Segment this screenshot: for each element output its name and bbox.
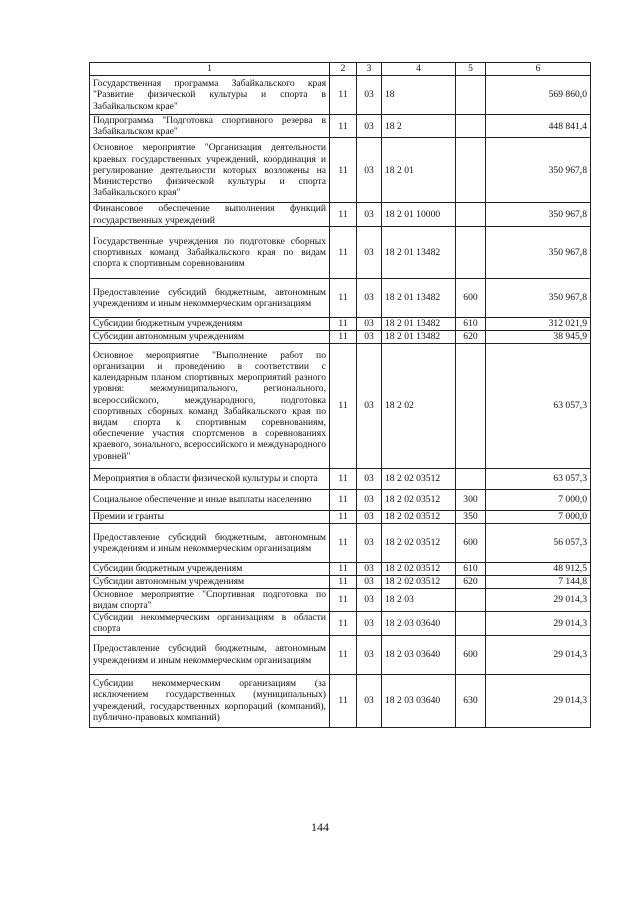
table-row (90, 278, 591, 317)
row-section: 11 (330, 575, 357, 588)
row-name: Государственная программа Забайкальского края "Развитие физической культуры и спорта в Забайкальском крае" (90, 76, 330, 115)
row-target-article: 18 2 03 03640 (382, 674, 456, 727)
column-header-2: 2 (330, 63, 357, 76)
row-target-article: 18 2 02 03512 (382, 523, 456, 562)
table-row (90, 76, 591, 115)
row-name: Предоставление субсидий бюджетным, автономным учреждениям и иным некоммерческим организациям (90, 523, 330, 562)
row-expense-type: 620 (456, 575, 486, 588)
table-row (90, 562, 591, 575)
table-row (90, 330, 591, 343)
row-expense-type (456, 76, 486, 115)
row-amount: 38 945,9 (486, 330, 591, 343)
row-subsection: 03 (357, 76, 382, 115)
row-subsection: 03 (357, 317, 382, 330)
row-target-article: 18 2 01 10000 (382, 203, 456, 226)
table-row (90, 489, 591, 510)
row-name: Субсидии некоммерческим организациям в области спорта (90, 612, 330, 635)
row-amount: 29 014,3 (486, 612, 591, 635)
row-subsection: 03 (357, 562, 382, 575)
table-row (90, 138, 591, 203)
row-expense-type: 610 (456, 562, 486, 575)
row-section: 11 (330, 468, 357, 489)
row-expense-type (456, 226, 486, 278)
row-target-article: 18 2 01 (382, 138, 456, 203)
row-target-article: 18 (382, 76, 456, 115)
row-target-article: 18 2 02 03512 (382, 468, 456, 489)
row-amount: 29 014,3 (486, 674, 591, 727)
table-row (90, 612, 591, 635)
row-target-article: 18 2 02 03512 (382, 562, 456, 575)
budget-table (89, 62, 591, 728)
row-subsection: 03 (357, 588, 382, 611)
row-name: Субсидии автономным учреждениям (90, 330, 330, 343)
row-name: Основное мероприятие "Организация деятельности краевых государственных учреждений, координация и регулирование деятельности которых возложены на Министерство физической культуры и спорта Забайкальского края" (90, 138, 330, 203)
row-target-article: 18 2 02 03512 (382, 575, 456, 588)
row-subsection: 03 (357, 115, 382, 138)
table-row (90, 575, 591, 588)
row-section: 11 (330, 317, 357, 330)
row-expense-type: 600 (456, 635, 486, 674)
row-amount: 350 967,8 (486, 138, 591, 203)
row-amount: 448 841,4 (486, 115, 591, 138)
row-section: 11 (330, 674, 357, 727)
row-section: 11 (330, 489, 357, 510)
table-row (90, 588, 591, 611)
row-name: Премии и гранты (90, 510, 330, 523)
row-name: Основное мероприятие "Спортивная подготовка по видам спорта" (90, 588, 330, 611)
row-subsection: 03 (357, 575, 382, 588)
row-amount: 63 057,3 (486, 468, 591, 489)
row-name: Подпрограмма "Подготовка спортивного резерва в Забайкальском крае" (90, 115, 330, 138)
row-amount: 312 021,9 (486, 317, 591, 330)
row-amount: 29 014,3 (486, 588, 591, 611)
row-section: 11 (330, 330, 357, 343)
row-subsection: 03 (357, 468, 382, 489)
row-subsection: 03 (357, 674, 382, 727)
table-row (90, 203, 591, 226)
column-header-1: 1 (90, 63, 330, 76)
row-subsection: 03 (357, 489, 382, 510)
table-row (90, 510, 591, 523)
row-section: 11 (330, 278, 357, 317)
row-amount: 48 912,5 (486, 562, 591, 575)
table-body (90, 76, 591, 728)
row-expense-type: 300 (456, 489, 486, 510)
row-target-article: 18 2 01 13482 (382, 226, 456, 278)
row-section: 11 (330, 612, 357, 635)
row-expense-type: 600 (456, 523, 486, 562)
row-target-article: 18 2 03 03640 (382, 612, 456, 635)
row-subsection: 03 (357, 343, 382, 468)
row-expense-type (456, 343, 486, 468)
row-target-article: 18 2 03 03640 (382, 635, 456, 674)
row-amount: 7 144,8 (486, 575, 591, 588)
row-subsection: 03 (357, 226, 382, 278)
row-target-article: 18 2 03 (382, 588, 456, 611)
table-row (90, 317, 591, 330)
row-expense-type: 610 (456, 317, 486, 330)
row-subsection: 03 (357, 612, 382, 635)
row-section: 11 (330, 115, 357, 138)
row-amount: 63 057,3 (486, 343, 591, 468)
table-row (90, 674, 591, 727)
row-name: Государственные учреждения по подготовке сборных спортивных команд Забайкальского края по видам спорта к спортивным соревнованиям (90, 226, 330, 278)
row-expense-type: 350 (456, 510, 486, 523)
row-target-article: 18 2 02 03512 (382, 489, 456, 510)
row-section: 11 (330, 138, 357, 203)
row-target-article: 18 2 02 (382, 343, 456, 468)
table-row (90, 226, 591, 278)
table-row (90, 115, 591, 138)
row-subsection: 03 (357, 203, 382, 226)
row-name: Субсидии бюджетным учреждениям (90, 317, 330, 330)
row-amount: 569 860,0 (486, 76, 591, 115)
row-target-article: 18 2 02 03512 (382, 510, 456, 523)
row-target-article: 18 2 01 13482 (382, 317, 456, 330)
row-section: 11 (330, 523, 357, 562)
row-target-article: 18 2 01 13482 (382, 330, 456, 343)
row-target-article: 18 2 01 13482 (382, 278, 456, 317)
row-expense-type: 630 (456, 674, 486, 727)
row-expense-type: 620 (456, 330, 486, 343)
row-section: 11 (330, 510, 357, 523)
table-row (90, 343, 591, 468)
row-expense-type: 600 (456, 278, 486, 317)
column-header-6: 6 (486, 63, 591, 76)
row-name: Субсидии автономным учреждениям (90, 575, 330, 588)
row-amount: 350 967,8 (486, 226, 591, 278)
table-row (90, 523, 591, 562)
row-amount: 29 014,3 (486, 635, 591, 674)
row-name: Мероприятия в области физической культуры и спорта (90, 468, 330, 489)
row-name: Социальное обеспечение и иные выплаты населению (90, 489, 330, 510)
row-subsection: 03 (357, 523, 382, 562)
row-section: 11 (330, 343, 357, 468)
row-section: 11 (330, 226, 357, 278)
row-name: Субсидии бюджетным учреждениям (90, 562, 330, 575)
row-amount: 350 967,8 (486, 203, 591, 226)
row-expense-type (456, 468, 486, 489)
table-row (90, 635, 591, 674)
row-amount: 7 000,0 (486, 510, 591, 523)
table-row (90, 468, 591, 489)
row-expense-type (456, 115, 486, 138)
row-amount: 56 057,3 (486, 523, 591, 562)
row-name: Предоставление субсидий бюджетным, автономным учреждениям и иным некоммерческим организациям (90, 278, 330, 317)
row-subsection: 03 (357, 330, 382, 343)
row-amount: 350 967,8 (486, 278, 591, 317)
page-number: 144 (311, 820, 329, 834)
row-name: Финансовое обеспечение выполнения функций государственных учреждений (90, 203, 330, 226)
row-expense-type (456, 612, 486, 635)
row-subsection: 03 (357, 278, 382, 317)
table-header-row (90, 63, 591, 76)
row-subsection: 03 (357, 138, 382, 203)
row-name: Субсидии некоммерческим организациям (за исключением государственных (муниципальных) учреждений, государственных корпораций (компаний), публично-правовых компаний) (90, 674, 330, 727)
row-expense-type (456, 588, 486, 611)
row-section: 11 (330, 635, 357, 674)
row-subsection: 03 (357, 510, 382, 523)
row-section: 11 (330, 76, 357, 115)
row-section: 11 (330, 203, 357, 226)
row-amount: 7 000,0 (486, 489, 591, 510)
row-expense-type (456, 203, 486, 226)
column-header-5: 5 (456, 63, 486, 76)
row-expense-type (456, 138, 486, 203)
column-header-4: 4 (382, 63, 456, 76)
row-name: Предоставление субсидий бюджетным, автономным учреждениям и иным некоммерческим организациям (90, 635, 330, 674)
row-subsection: 03 (357, 635, 382, 674)
row-target-article: 18 2 (382, 115, 456, 138)
row-section: 11 (330, 588, 357, 611)
row-section: 11 (330, 562, 357, 575)
column-header-3: 3 (357, 63, 382, 76)
row-name: Основное мероприятие "Выполнение работ по организации и проведению в соответствии с календарным планом спортивных мероприятий разного уровня: межмуниципального, регионального, всероссийского, международного, подготовка спортивных сборных команд Забайкальского края по видам спорта к спортивным соревнованиям, обеспечение участия спортсменов в соревнованиях краевого, зонального, всероссийского и международного уровней" (90, 343, 330, 468)
